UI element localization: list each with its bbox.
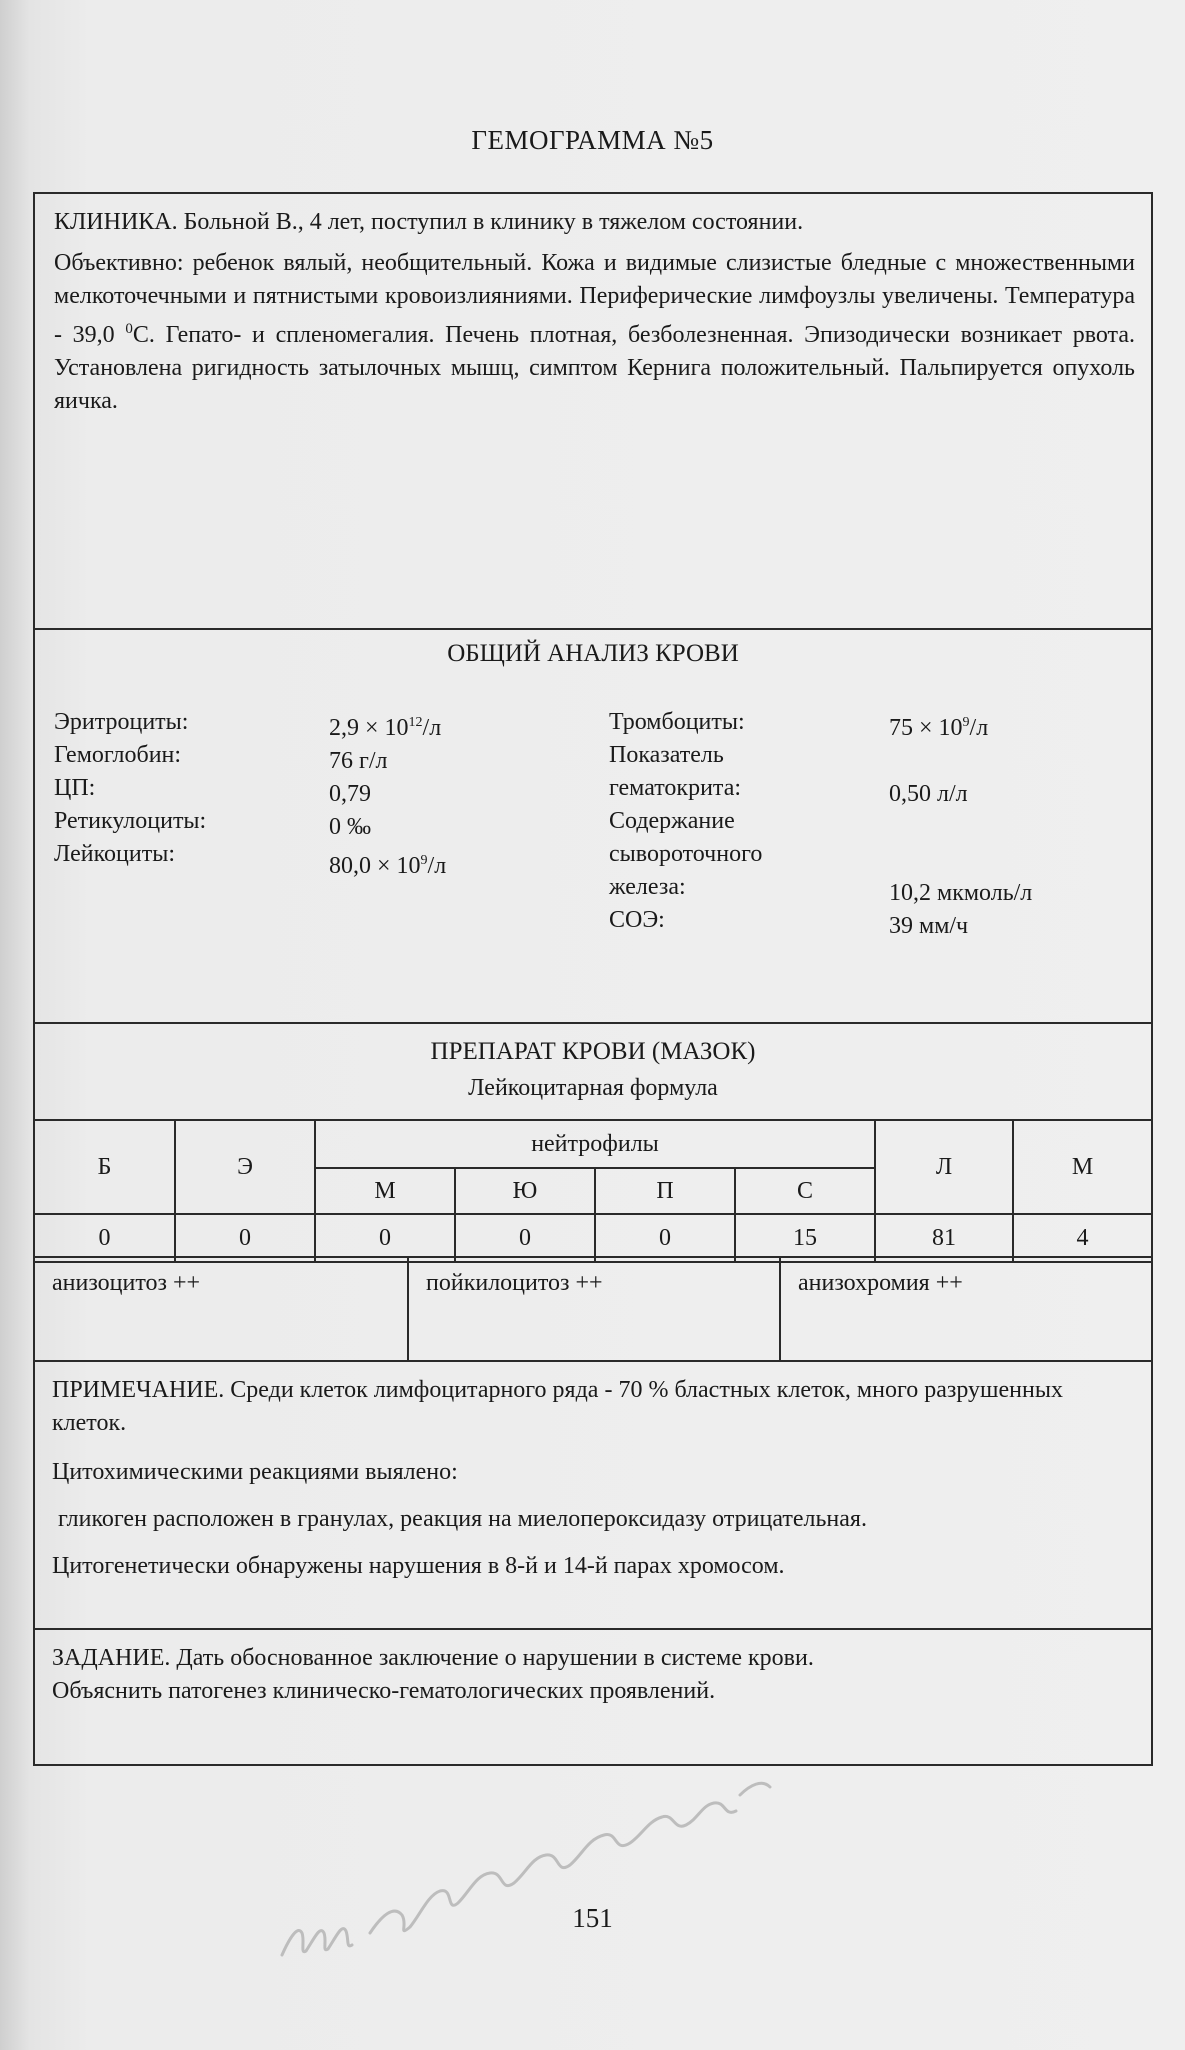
clinic-intro: КЛИНИКА. Больной В., 4 лет, поступил в клинику в тяжелом состоянии. <box>54 209 804 235</box>
header-basophils: Б <box>35 1120 175 1214</box>
iron-value: 10,2 мкмоль/л <box>889 880 1033 906</box>
hemoglobin-value: 76 г/л <box>329 748 388 774</box>
iron-label-2: сывороточного <box>609 841 763 867</box>
iron-label-1: Содержание <box>609 808 735 834</box>
erythrocytes-value <box>329 706 446 745</box>
hematocrit-label-2: гематокрита: <box>609 775 742 801</box>
esr-label: СОЭ: <box>609 907 665 933</box>
table-row <box>35 1214 1151 1262</box>
erythrocytes-number: 2,9 × 10 <box>329 715 409 741</box>
poikilocytosis: пойкилоцитоз ++ <box>407 1258 779 1362</box>
cytochem-intro: Цитохимическими реакциями выялено: <box>52 1459 458 1485</box>
header-band: П <box>595 1168 735 1214</box>
page-title: ГЕМОГРАММА №5 <box>471 125 714 155</box>
header-lymphocytes: Л <box>875 1120 1013 1214</box>
morphology-row <box>35 1256 1151 1364</box>
value-lymphocytes: 81 <box>875 1214 1013 1262</box>
platelets-exp: 9 <box>962 715 970 730</box>
clinic-section <box>35 194 1151 628</box>
esr-value: 39 мм/ч <box>889 913 969 939</box>
blood-test-title: ОБЩИЙ АНАЛИЗ КРОВИ <box>447 640 739 667</box>
header-segmented: С <box>735 1168 875 1214</box>
platelets-value <box>889 706 1032 745</box>
color-index-label: ЦП: <box>54 775 96 801</box>
erythrocytes-unit: /л <box>422 715 442 741</box>
blood-left-labels <box>54 706 206 871</box>
value-metamyelocytes: 0 <box>455 1214 595 1262</box>
iron-label-3: железа: <box>609 874 686 900</box>
header-neutrophils: нейтрофилы <box>315 1120 875 1168</box>
blood-right-labels <box>609 706 762 937</box>
clinic-text-2: С. Гепато- и спленомегалия. Печень плотная, безболезненная. Эпизодически возникает рвота. Установлена ригидность затылочных мышц, симптом Кернига положительный. Пальпируется опухоль яичка. <box>54 322 1135 414</box>
header-metamyelocytes: Ю <box>455 1168 595 1214</box>
platelets-number: 75 × 10 <box>889 715 963 741</box>
task-section <box>35 1628 1151 1764</box>
smear-section <box>35 1022 1151 1360</box>
page-number: 151 <box>572 1903 613 1933</box>
platelets-unit: /л <box>969 715 989 741</box>
header-monocytes: М <box>1013 1120 1151 1214</box>
hematocrit-value: 0,50 л/л <box>889 781 968 807</box>
smear-title: ПРЕПАРАТ КРОВИ (МАЗОК) <box>430 1038 756 1065</box>
value-eosinophils: 0 <box>175 1214 315 1262</box>
note-text: ПРИМЕЧАНИЕ. Среди клеток лимфоцитарного ряда - 70 % бластных клеток, много разрушенных клеток. <box>52 1377 1063 1436</box>
task-line-1: ЗАДАНИЕ. Дать обоснованное заключение о нарушении в системе крови. <box>52 1645 814 1671</box>
hemogram-card <box>33 192 1153 1766</box>
value-band: 0 <box>595 1214 735 1262</box>
task-line-2: Объяснить патогенез клиническо-гематологических проявлений. <box>52 1678 716 1704</box>
clinic-objective <box>54 247 1135 418</box>
value-myelocytes: 0 <box>315 1214 455 1262</box>
leukocytes-number: 80,0 × 10 <box>329 853 421 879</box>
value-basophils: 0 <box>35 1214 175 1262</box>
leukocytes-value <box>329 844 446 883</box>
clinic-text-1: Объективно: ребенок вялый, необщительный. Кожа и видимые слизистые бледные с множественными мелкоточечными и пятнистыми кровоизлияниями. Периферические лимфоузлы увеличены. Температура - 39,0 <box>54 250 1135 348</box>
anisocytosis: анизоцитоз ++ <box>52 1270 201 1296</box>
header-eosinophils: Э <box>175 1120 315 1214</box>
blood-right-values <box>889 706 1032 943</box>
platelets-label: Тромбоциты: <box>609 709 745 735</box>
leukocytes-exp: 9 <box>420 853 428 868</box>
value-monocytes: 4 <box>1013 1214 1151 1262</box>
cytochem-result: гликоген расположен в гранулах, реакция на миелопероксидазу отрицательная. <box>52 1506 867 1532</box>
leukocytes-unit: /л <box>427 853 447 879</box>
note-section <box>35 1360 1151 1628</box>
blood-left-values <box>329 706 446 883</box>
reticulocytes-label: Ретикулоциты: <box>54 808 207 834</box>
leukocytes-label: Лейкоциты: <box>54 841 176 867</box>
anisochromia: анизохромия ++ <box>779 1258 1151 1362</box>
leukocyte-formula-table <box>35 1119 1151 1263</box>
formula-subtitle: Лейкоцитарная формула <box>468 1075 718 1101</box>
header-myelocytes: М <box>315 1168 455 1214</box>
handwritten-annotation <box>270 1765 790 1975</box>
blood-test-section <box>35 628 1151 1022</box>
reticulocytes-value: 0 ‰ <box>329 814 371 840</box>
cytogenetics: Цитогенетически обнаружены нарушения в 8-й и 14-й парах хромосом. <box>52 1553 785 1579</box>
table-header-row <box>35 1120 1151 1168</box>
erythrocytes-exp: 12 <box>408 715 423 730</box>
erythrocytes-label: Эритроциты: <box>54 709 189 735</box>
color-index-value: 0,79 <box>329 781 371 807</box>
value-segmented: 15 <box>735 1214 875 1262</box>
hemoglobin-label: Гемоглобин: <box>54 742 182 768</box>
hematocrit-label-1: Показатель <box>609 742 724 768</box>
degree-sup: 0 <box>125 321 133 337</box>
